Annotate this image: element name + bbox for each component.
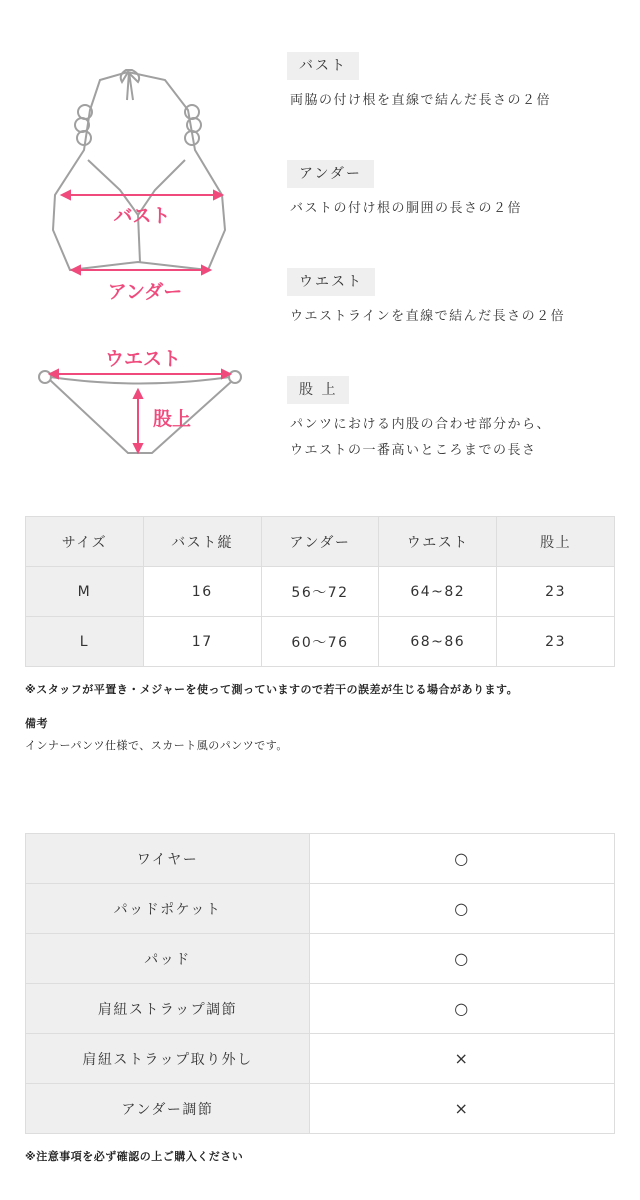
rise-label: 股上 <box>152 408 192 430</box>
spec-value: ○ <box>310 884 615 934</box>
measure-desc-bust: 両脇の付け根を直線で結んだ長さの２倍 <box>290 93 552 108</box>
header-cell: サイズ <box>26 517 144 567</box>
bust-label: バスト <box>113 205 171 227</box>
table-cell: 23 <box>497 567 615 617</box>
table-row <box>26 984 615 1034</box>
table-row <box>26 884 615 934</box>
spec-value: × <box>310 1084 615 1134</box>
remarks-text: インナーパンツ仕様で、スカート風のパンツです。 <box>25 739 288 752</box>
measure-badge-rise: 股 上 <box>287 376 349 404</box>
measurement-note: ※スタッフが平置き・メジャーを使って測っていますので若干の誤差が生じる場合があります。 <box>25 683 519 696</box>
measure-badge-waist: ウエスト <box>287 268 375 296</box>
size-cell: L <box>26 617 144 667</box>
table-cell: 17 <box>143 617 261 667</box>
header-cell: ウエスト <box>379 517 497 567</box>
header-cell: バスト縦 <box>143 517 261 567</box>
table-cell: 68~86 <box>379 617 497 667</box>
spec-label: アンダー調節 <box>26 1084 310 1134</box>
measure-badge-bust: バスト <box>287 52 359 80</box>
spec-label: 肩紐ストラップ取り外し <box>26 1034 310 1084</box>
remarks-title: 備考 <box>25 717 48 730</box>
size-cell: M <box>26 567 144 617</box>
spec-label: パッドポケット <box>26 884 310 934</box>
table-cell: 60〜76 <box>261 617 379 667</box>
table-row <box>26 1084 615 1134</box>
table-row <box>26 934 615 984</box>
table-row <box>26 617 615 667</box>
spec-value: × <box>310 1034 615 1084</box>
spec-label: パッド <box>26 934 310 984</box>
swimsuit-illustration <box>0 0 260 470</box>
table-row <box>26 567 615 617</box>
measure-desc-under: バストの付け根の胴囲の長さの２倍 <box>290 201 523 216</box>
size-table <box>25 516 615 667</box>
spec-label: ワイヤー <box>26 834 310 884</box>
measure-desc-waist: ウエストラインを直線で結んだ長さの２倍 <box>290 309 566 324</box>
waist-label: ウエスト <box>104 348 182 370</box>
measure-desc-rise-1: パンツにおける内股の合わせ部分から、 <box>290 417 552 432</box>
table-cell: 56〜72 <box>261 567 379 617</box>
spec-value: ○ <box>310 934 615 984</box>
table-cell: 16 <box>143 567 261 617</box>
table-row <box>26 1034 615 1084</box>
measure-badge-under: アンダー <box>287 160 374 188</box>
spec-label: 肩紐ストラップ調節 <box>26 984 310 1034</box>
under-label: アンダー <box>107 281 183 303</box>
spec-value: ○ <box>310 834 615 884</box>
header-cell: アンダー <box>261 517 379 567</box>
measure-desc-rise-2: ウエストの一番高いところまでの長さ <box>290 443 537 458</box>
header-cell: 股上 <box>497 517 615 567</box>
table-header-row <box>26 517 615 567</box>
table-cell: 64~82 <box>379 567 497 617</box>
table-cell: 23 <box>497 617 615 667</box>
spec-table <box>25 833 615 1134</box>
table-row <box>26 834 615 884</box>
footer-note: ※注意事項を必ず確認の上ご購入ください <box>25 1150 244 1163</box>
spec-value: ○ <box>310 984 615 1034</box>
